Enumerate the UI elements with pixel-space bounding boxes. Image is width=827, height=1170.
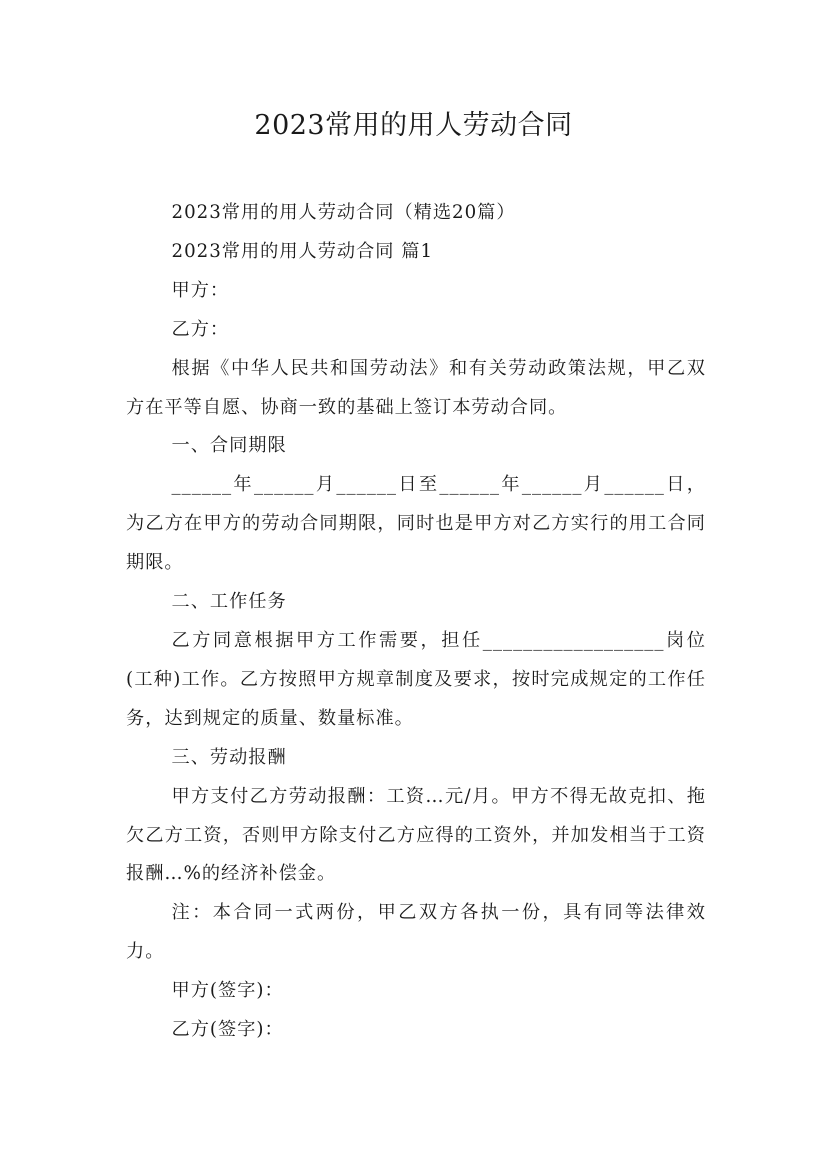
subtitle-paragraph: 2023常用的用人劳动合同（精选20篇） bbox=[171, 202, 516, 223]
document-body bbox=[126, 194, 706, 1050]
clause-heading-tasks: 二、工作任务 bbox=[171, 591, 287, 613]
pay-paragraph: 甲方支付乙方劳动报酬：工资…元/月。甲方不得无故克扣、拖欠乙方工资，否则甲方除支付乙方应得的工资外，并加发相当于工资报酬…%的经济补偿金。 bbox=[126, 785, 706, 885]
note-paragraph: 注：本合同一式两份，甲乙双方各执一份，具有同等法律效力。 bbox=[126, 902, 706, 963]
clause-heading-pay: 三、劳动报酬 bbox=[171, 746, 287, 768]
party-a-label: 甲方： bbox=[171, 279, 230, 301]
document-title: 2023常用的用人劳动合同 bbox=[254, 110, 573, 141]
section-heading: 2023常用的用人劳动合同 篇1 bbox=[171, 240, 434, 262]
party-b-signature: 乙方(签字)： bbox=[171, 1019, 284, 1041]
clause-heading-term: 一、合同期限 bbox=[171, 435, 287, 457]
party-b-label: 乙方： bbox=[171, 318, 230, 340]
intro-paragraph: 根据《中华人民共和国劳动法》和有关劳动政策法规，甲乙双方在平等自愿、协商一致的基础上签订本劳动合同。 bbox=[126, 357, 706, 418]
term-paragraph: ______年______月______日至______年______月______日，为乙方在甲方的劳动合同期限，同时也是甲方对乙方实行的用工合同期限。 bbox=[126, 474, 706, 574]
party-a-signature: 甲方(签字)： bbox=[171, 980, 284, 1002]
tasks-paragraph: 乙方同意根据甲方工作需要，担任__________________岗位(工种)工作。乙方按照甲方规章制度及要求，按时完成规定的工作任务，达到规定的质量、数量标准。 bbox=[126, 629, 706, 729]
